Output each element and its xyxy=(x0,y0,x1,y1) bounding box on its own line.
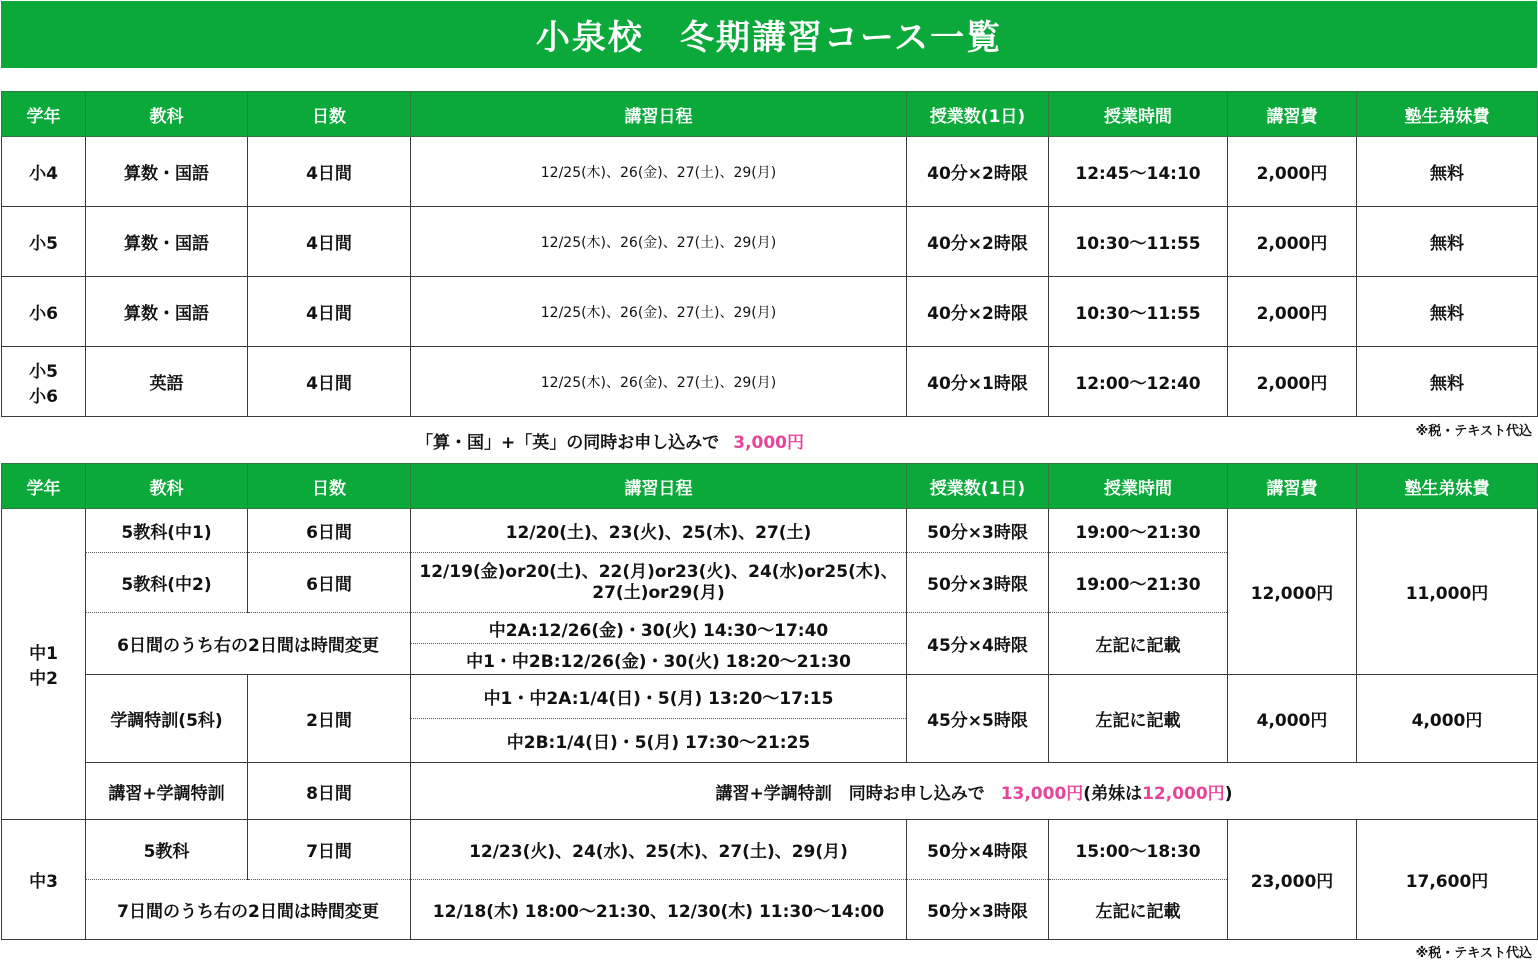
header-fee: 講習費 xyxy=(1228,92,1357,137)
schedule-cell: 12/25(木)、26(金)、27(土)、29(月) xyxy=(411,277,907,347)
schedule-cell: 12/25(木)、26(金)、27(土)、29(月) xyxy=(411,347,907,417)
subject-cell: 英語 xyxy=(86,347,248,417)
grade-cell: 中3 xyxy=(2,820,86,940)
lessons-cell: 40分×1時限 xyxy=(907,347,1049,417)
table-row xyxy=(2,137,1538,207)
days-cell: 4日間 xyxy=(248,207,411,277)
header-row xyxy=(2,92,1538,137)
lessons-cell: 40分×2時限 xyxy=(907,207,1049,277)
time-cell: 左記に記載 xyxy=(1049,613,1228,675)
time-cell: 15:00〜18:30 xyxy=(1049,820,1228,880)
days-cell: 4日間 xyxy=(248,347,411,417)
combo-sibling-price: 12,000円 xyxy=(1142,783,1225,804)
tax-note: ※税・テキスト代込 xyxy=(1415,424,1532,439)
days-cell: 8日間 xyxy=(248,763,411,820)
time-cell: 19:00〜21:30 xyxy=(1049,509,1228,553)
header-days: 日数 xyxy=(248,464,411,509)
days-cell: 4日間 xyxy=(248,137,411,207)
table-row xyxy=(2,277,1538,347)
header-grade: 学年 xyxy=(2,92,86,137)
header-sibling-fee: 塾生弟妹費 xyxy=(1357,464,1538,509)
schedule-cell: 12/20(土)、23(火)、25(木)、27(土) xyxy=(411,509,907,553)
sibling-fee-cell: 4,000円 xyxy=(1357,675,1538,763)
grade-cell: 小6 xyxy=(2,277,86,347)
header-row xyxy=(2,464,1538,509)
grade-cell: 小5 xyxy=(2,207,86,277)
header-sibling-fee: 塾生弟妹費 xyxy=(1357,92,1538,137)
grade-cell: 中1 中2 xyxy=(2,509,86,820)
header-lessons: 授業数(1日) xyxy=(907,92,1049,137)
time-cell: 左記に記載 xyxy=(1049,880,1228,940)
sibling-fee-cell: 11,000円 xyxy=(1357,509,1538,675)
combo-note-text: 「算・国」+「英」の同時お申し込みで xyxy=(415,433,720,453)
tax-note-bottom: ※税・テキスト代込 xyxy=(1415,946,1532,961)
header-time: 授業時間 xyxy=(1049,92,1228,137)
lessons-cell: 40分×2時限 xyxy=(907,277,1049,347)
fee-cell: 2,000円 xyxy=(1228,347,1357,417)
header-schedule: 講習日程 xyxy=(411,92,907,137)
schedule-cell: 12/19(金)or20(土)、22(月)or23(火)、24(水)or25(木)、 27(土)or29(月) xyxy=(411,553,907,613)
fee-cell: 12,000円 xyxy=(1228,509,1357,675)
days-cell: 6日間 xyxy=(248,553,411,613)
schedule-cell: 中1・中2A:1/4(日)・5(月) 13:20〜17:15 xyxy=(411,675,907,719)
schedule-cell: 中1・中2B:12/26(金)・30(火) 18:20〜21:30 xyxy=(411,644,907,675)
subject-cell: 講習+学調特訓 xyxy=(86,763,248,820)
sibling-fee-cell: 17,600円 xyxy=(1357,820,1538,940)
time-cell: 12:45〜14:10 xyxy=(1049,137,1228,207)
table-row xyxy=(2,509,1538,553)
days-cell: 4日間 xyxy=(248,277,411,347)
lessons-cell: 50分×3時限 xyxy=(907,880,1049,940)
time-cell: 10:30〜11:55 xyxy=(1049,207,1228,277)
header-subject: 教科 xyxy=(86,464,248,509)
subject-cell: 算数・国語 xyxy=(86,277,248,347)
fee-cell: 2,000円 xyxy=(1228,137,1357,207)
subject-cell: 学調特訓(5科) xyxy=(86,675,248,763)
days-cell: 7日間 xyxy=(248,820,411,880)
fee-cell: 23,000円 xyxy=(1228,820,1357,940)
header-schedule: 講習日程 xyxy=(411,464,907,509)
table-row xyxy=(2,820,1538,880)
subject-cell: 5教科 xyxy=(86,820,248,880)
header-lessons: 授業数(1日) xyxy=(907,464,1049,509)
header-grade: 学年 xyxy=(2,464,86,509)
header-days: 日数 xyxy=(248,92,411,137)
grade-cell: 小5 小6 xyxy=(2,347,86,417)
schedule-cell: 12/23(火)、24(水)、25(木)、27(土)、29(月) xyxy=(411,820,907,880)
subject-cell: 7日間のうち右の2日間は時間変更 xyxy=(86,880,411,940)
table-row xyxy=(2,347,1538,417)
lessons-cell: 50分×4時限 xyxy=(907,820,1049,880)
subject-cell: 5教科(中1) xyxy=(86,509,248,553)
sibling-fee-cell: 無料 xyxy=(1357,347,1538,417)
sibling-fee-cell: 無料 xyxy=(1357,277,1538,347)
subject-cell: 算数・国語 xyxy=(86,207,248,277)
header-fee: 講習費 xyxy=(1228,464,1357,509)
page-title: 小泉校 冬期講習コース一覧 xyxy=(1,1,1537,68)
time-cell: 10:30〜11:55 xyxy=(1049,277,1228,347)
schedule-cell: 中2B:1/4(日)・5(月) 17:30〜21:25 xyxy=(411,719,907,763)
combo-paren-close: ) xyxy=(1224,783,1233,804)
days-cell: 2日間 xyxy=(248,675,411,763)
grade-cell: 小4 xyxy=(2,137,86,207)
lessons-cell: 45分×4時限 xyxy=(907,613,1049,675)
table-row xyxy=(2,675,1538,719)
combo-text: 講習+学調特訓 同時お申し込みで xyxy=(715,783,985,804)
time-cell: 19:00〜21:30 xyxy=(1049,553,1228,613)
schedule-cell: 中2A:12/26(金)・30(火) 14:30〜17:40 xyxy=(411,613,907,644)
lessons-cell: 40分×2時限 xyxy=(907,137,1049,207)
schedule-cell: 12/18(木) 18:00〜21:30、12/30(木) 11:30〜14:00 xyxy=(411,880,907,940)
combo-price: 13,000円 xyxy=(1000,783,1084,804)
combo-paren-open: (弟妹は xyxy=(1083,783,1143,804)
header-time: 授業時間 xyxy=(1049,464,1228,509)
fee-cell: 2,000円 xyxy=(1228,277,1357,347)
sibling-fee-cell: 無料 xyxy=(1357,207,1538,277)
table-row xyxy=(2,763,1538,820)
lessons-cell: 50分×3時限 xyxy=(907,553,1049,613)
combo-note xyxy=(0,428,1220,453)
subject-cell: 5教科(中2) xyxy=(86,553,248,613)
lessons-cell: 50分×3時限 xyxy=(907,509,1049,553)
fee-cell: 2,000円 xyxy=(1228,207,1357,277)
days-cell: 6日間 xyxy=(248,509,411,553)
middle-course-table xyxy=(1,463,1538,940)
schedule-cell: 12/25(木)、26(金)、27(土)、29(月) xyxy=(411,137,907,207)
subject-cell: 算数・国語 xyxy=(86,137,248,207)
elementary-course-table xyxy=(1,91,1538,417)
combo-cell xyxy=(411,763,1538,820)
combo-note-price: 3,000円 xyxy=(733,433,805,453)
header-subject: 教科 xyxy=(86,92,248,137)
lessons-cell: 45分×5時限 xyxy=(907,675,1049,763)
time-cell: 左記に記載 xyxy=(1049,675,1228,763)
table-row xyxy=(2,207,1538,277)
fee-cell: 4,000円 xyxy=(1228,675,1357,763)
schedule-cell: 12/25(木)、26(金)、27(土)、29(月) xyxy=(411,207,907,277)
time-cell: 12:00〜12:40 xyxy=(1049,347,1228,417)
sibling-fee-cell: 無料 xyxy=(1357,137,1538,207)
subject-cell: 6日間のうち右の2日間は時間変更 xyxy=(86,613,411,675)
